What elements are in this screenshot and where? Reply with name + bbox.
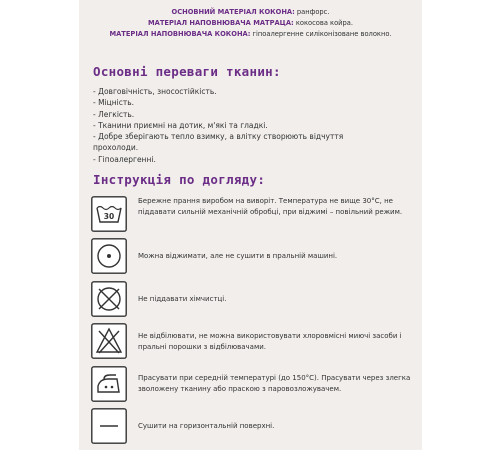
list-item: - Легкість. bbox=[93, 109, 135, 119]
care-item bbox=[91, 366, 417, 406]
care-text: Можна віджимати, але не сушити в пральній машині. bbox=[138, 252, 338, 260]
material-line: ОСНОВНИЙ МАТЕРІАЛ КОКОНА: ранфорс. bbox=[171, 8, 330, 16]
care-heading: Інструкція по догляду: bbox=[93, 172, 266, 187]
advantages-heading: Основні переваги тканин: bbox=[93, 64, 281, 79]
iron-medium-icon bbox=[91, 366, 127, 402]
no-dry-clean-icon bbox=[91, 281, 127, 317]
care-item bbox=[91, 281, 417, 321]
care-text: Бережне прання виробом на виворіт. Температура не вище 30°С, не піддавати сильній механічній обробці, при віджимі – повільний режим. bbox=[138, 197, 403, 216]
materials-block bbox=[79, 7, 422, 40]
care-item bbox=[91, 238, 417, 278]
material-line: МАТЕРІАЛ НАПОВНЮВАЧА МАТРАЦА: кокосова койра. bbox=[148, 19, 353, 27]
care-text: Прасувати при середній температурі (до 150°С). Прасувати через злегка зволожену тканину або праскою з паровозложувачем. bbox=[138, 374, 411, 393]
care-text: Не піддавати хімчистці. bbox=[138, 295, 227, 303]
list-item: - Добре зберігають тепло взимку, а влітку створюють відчуття прохолоди. bbox=[93, 132, 344, 153]
care-text: Не відбілювати, не можна використовувати хлоровмісні миючі засоби і пральні порошки з відбілювачами. bbox=[138, 332, 402, 351]
list-item: - Тканини приємні на дотик, м'які та гладкі. bbox=[93, 120, 268, 130]
advantages-list bbox=[93, 86, 413, 165]
product-info-card bbox=[79, 0, 422, 450]
care-item bbox=[91, 408, 417, 448]
wash-temperature-label: 30 bbox=[103, 212, 115, 221]
list-item: - Довговічність, зносостійкість. bbox=[93, 87, 217, 96]
list-item: - Гіпоалергенні. bbox=[93, 154, 156, 164]
no-bleach-icon bbox=[91, 323, 127, 359]
care-item bbox=[91, 196, 417, 236]
list-item: - Міцність. bbox=[93, 98, 135, 108]
dry-flat-icon bbox=[91, 408, 127, 444]
care-text: Сушити на горизонтальній поверхні. bbox=[138, 422, 275, 430]
wash-30-icon bbox=[91, 196, 127, 232]
tumble-dry-prohibited-icon bbox=[91, 238, 127, 274]
care-item bbox=[91, 323, 417, 363]
material-line: МАТЕРІАЛ НАПОВНЮВАЧА КОКОНА: гіпоалергенне силіконізоване волокно. bbox=[109, 30, 392, 38]
